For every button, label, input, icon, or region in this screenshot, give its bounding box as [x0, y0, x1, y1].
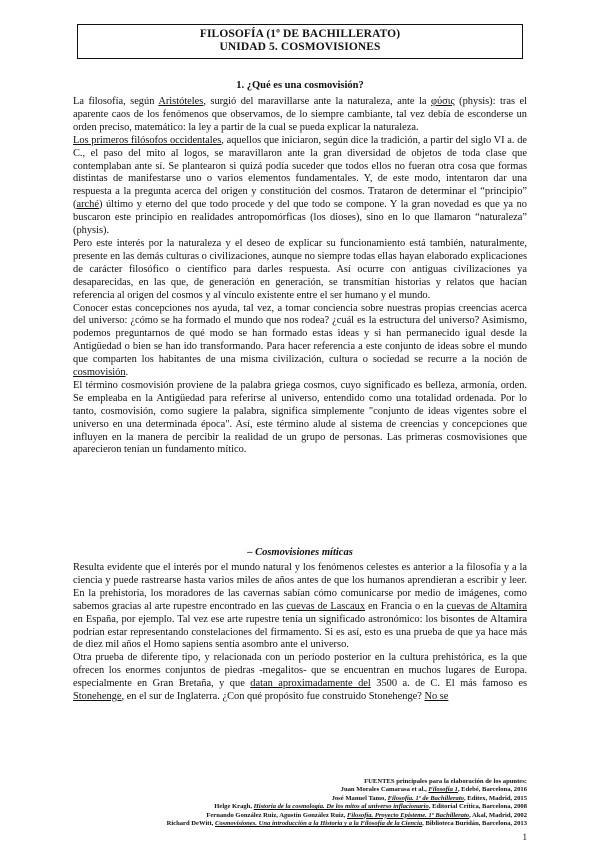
text: 3500 a. de C. El más famoso es: [370, 678, 527, 690]
arche-link[interactable]: arché: [76, 199, 99, 211]
text: , Editex, Madrid, 2015: [463, 794, 527, 802]
paragraph: Pero este interés por la naturaleza y el deseo de explicar su funcionamiento está también, naturalmente, presente en las demás culturas o civilizaciones, aunque no siempre todas ellas hayan elaborado explicaciones de carácter filosófico o científico para darles respuesta. Así ocurre con antiguas civilizaciones ya desaparecidas, en las que, de generación en generación, se transmitían historias y relatos que hacían referencia al origen del cosmos y al vínculo existente entre el ser humano y el mundo.: [73, 237, 527, 301]
page-number: 1: [522, 832, 527, 842]
text: , en el sur de Inglaterra. ¿Con qué propósito fue construido Stonehenge?: [121, 691, 425, 703]
text: Conocer estas concepciones nos ayuda, tal vez, a tomar conciencia sobre nuestras propias creencias acerca del universo: ¿cómo se ha formado el mundo que nos rodea? ¿cuál es la estructura del universo? Asimismo, podemos preguntarnos de qué modo se han formado estas ideas y si han permanecido igual desde la Antigüedad o bien se han ido transformando. Para hacer referencia a este conjunto de ideas sobre el mundo que comparten los habitantes de una misma civilización, cultura o sociedad se recurre a la noción de: [73, 302, 527, 366]
paragraph: [73, 562, 527, 652]
source-item: [57, 812, 527, 820]
source-title-link[interactable]: Filosofía. Proyecto Episteme. 1º Bachillerato: [346, 811, 470, 819]
lascaux-link[interactable]: cuevas de Lascaux: [286, 600, 366, 612]
section-2-body: [73, 562, 527, 704]
date-link[interactable]: datan aproximadamente del: [250, 678, 371, 690]
text: José Manuel Tamo,: [331, 794, 388, 802]
source-item: [57, 786, 527, 794]
paragraph: El término cosmovisión proviene de la palabra griega cosmos, cuyo significado es belleza, armonía, orden. Se empleaba en la Antigüedad para referirse al universo, entendido como una totalidad ordenada. Por lo tanto, cosmovisión, como sugiere la palabra, significa simplemente "conjunto de ideas vigentes sobre el universo en una determinada época". Así, este término alude al sistema de creencias y concepciones que influyen en la manera de percibir la realidad de un grupo de personas. Las primeras cosmovisiones que aparecieron tenían un fundamento mítico.: [73, 379, 527, 456]
text: en España, por ejemplo. Tal vez ese arte rupestre tenía un significado astronómico: los bisontes de Altamira podrían estar representando constelaciones del firmamento. Si es así, esto es una prueba de que ya hace más de diez mil años el Homo sapiens sentía asombro ante el universo.: [73, 613, 527, 651]
header-title: FILOSOFÍA (1º DE BACHILLERATO): [199, 28, 401, 40]
text: en Francia o en la: [365, 600, 447, 612]
paragraph: [73, 303, 527, 380]
source-item: [57, 803, 527, 811]
text: La filosofía, según: [73, 96, 159, 107]
source-title-link[interactable]: Filosofía 1: [428, 786, 458, 794]
section-1-body: [73, 96, 527, 457]
aristoteles-link[interactable]: Aristóteles: [158, 96, 204, 107]
text: , Editorial Crítica, Barcelona, 2008: [428, 803, 527, 811]
text: ) último y eterno del que todo procede y del que todo se compone. Y la gran novedad es que ya no buscaron este principio en realidades antropomórficas (los dioses), sino en lo que llamaron “naturaleza” (physis).: [73, 199, 527, 237]
section-2-title: – Cosmovisiones míticas: [247, 547, 353, 558]
text: Otra prueba de diferente tipo, y relacionada con un período posterior en la cultura prehistórica, es la que ofrecen los enormes conjuntos de piedras -megalitos- que se encuentran en muchos lugares de Europa. especialmente en Gran Bretaña, y que: [73, 652, 527, 690]
text: Fernando González Ruiz, Agustín González Ruiz,: [206, 811, 347, 819]
sources-footnote: [57, 778, 527, 828]
header-subtitle: UNIDAD 5. COSMOVISIONES: [219, 41, 381, 53]
text: Richard DeWitt,: [166, 820, 215, 828]
text: .: [125, 367, 129, 379]
header-box: [77, 24, 523, 59]
text: Resulta evidente que el interés por el mundo natural y los fenómenos celestes es anterior a la filosofía y a la ciencia y puede rastrearse hasta varios miles de años antes de que los humanos aprendieran a escribir y leer. En la prehistoria, los moradores de las cavernas sabían cómo comunicarse por medio de imágenes, como sabemos gracias al arte rupestre encontrado en las: [73, 562, 527, 612]
paragraph: [73, 652, 527, 704]
text: Juan Morales Camarasa et al.,: [340, 786, 429, 794]
paragraph: [73, 96, 527, 135]
source-title-link[interactable]: Historia de la cosmología. De los mitos al universo inflacionario: [253, 803, 429, 811]
text: , Edebé, Barcelona, 2016: [457, 786, 527, 794]
first-philosophers-link[interactable]: Los primeros filósofos occidentales: [73, 134, 222, 146]
source-item: [57, 795, 527, 803]
text: , surgió del maravillarse ante la naturaleza, ante la: [203, 96, 432, 107]
text: , aquellos que iniciaron, según dice la tradición, a partir del siglo VI a. de C., el paso del mito al logos, se maravillaron ante la gran diversidad de objetos de toda clase que contemplaban ante sí. Se plantearon si quizá podía suceder que todos ellos no fueran otra cosa que formas distintas de manifestarse uno o varios elementos fundamentales. Y, de este modo, intentaron dar una respuesta a la pregunta acerca del origen y constitución del cosmos. Trataron de determinar el “principio” (: [73, 134, 527, 211]
cosmovision-link[interactable]: cosmovisión: [73, 367, 126, 379]
source-item: [57, 820, 527, 828]
paragraph: [73, 135, 527, 238]
text: Helge Kragh,: [214, 803, 254, 811]
stonehenge-link[interactable]: Stonehenge: [73, 691, 122, 703]
text: (physis): tras el aparente caos de los fenómenos que observamos, de lo siempre cambiante, tal vez debía de esconderse un orden preciso, matemático: la ley a partir de la cual se pueda explicar la naturaleza.: [73, 96, 527, 133]
source-title-link[interactable]: Cosmovisiones. Una introducción a la Historia y a la Filosofía de la Ciencia: [214, 820, 423, 828]
text: , Biblioteca Buridán, Barcelona, 2013: [422, 820, 527, 828]
sources-lead: FUENTES principales para la elaboración de los apuntes:: [364, 778, 527, 785]
text: , Akal, Madrid, 2002: [469, 811, 527, 819]
source-title-link[interactable]: Filosofía. 1º de Bachillerato: [387, 794, 464, 802]
section-1-title: 1. ¿Qué es una cosmovisión?: [236, 80, 364, 91]
no-se-link[interactable]: No se: [424, 691, 449, 703]
physis-link[interactable]: φύσις: [431, 96, 455, 107]
altamira-link[interactable]: cuevas de Altamira: [446, 600, 527, 612]
